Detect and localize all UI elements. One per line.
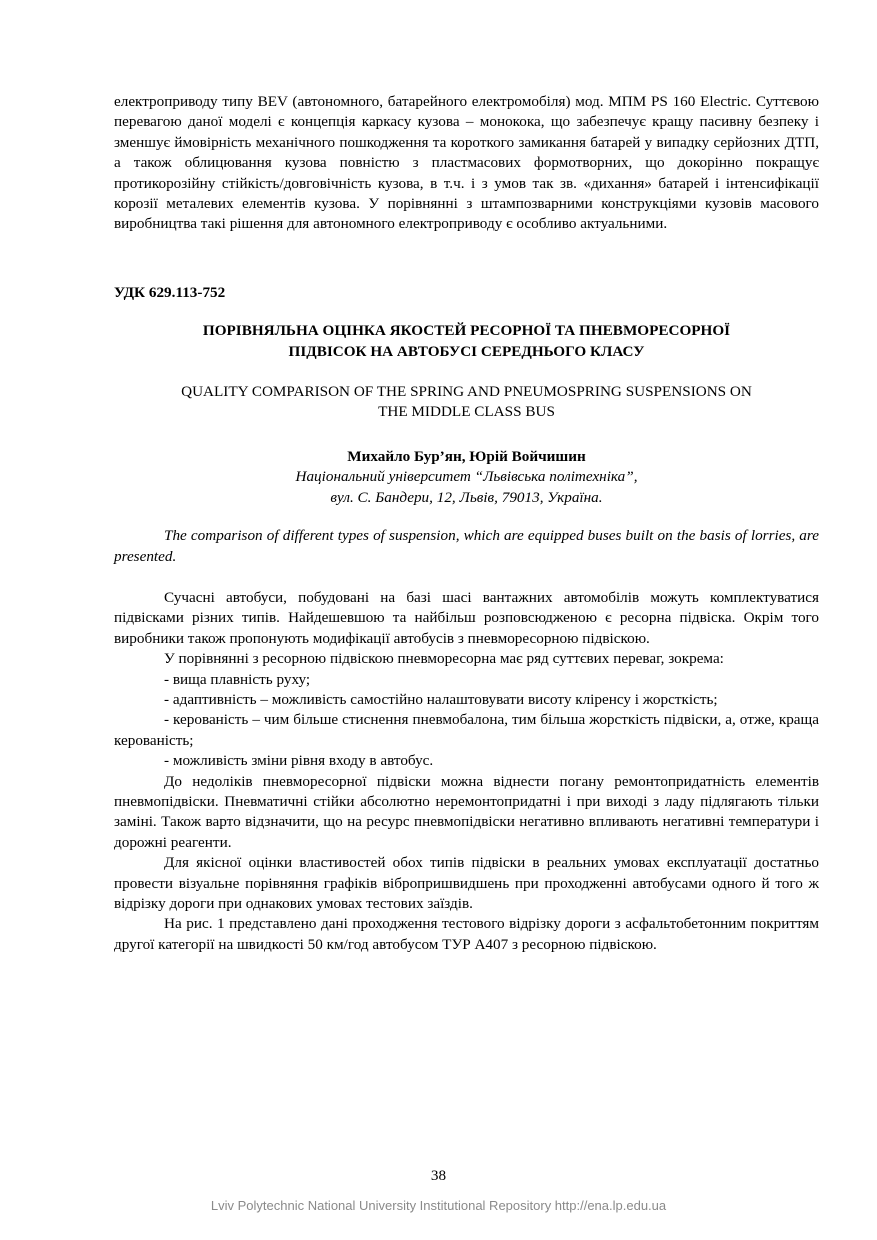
body-paragraph-4: Для якісної оцінки властивостей обох типів підвіски в реальних умовах експлуатації достатньо провести візуальне порівняння графіків вібропришвидшень при проходженні автобусами одного й того ж відрізку дороги при однакових умовах тестових заїздів. <box>114 854 819 912</box>
affiliation-line-2: вул. С. Бандери, 12, Львів, 79013, Україна. <box>330 488 603 506</box>
list-item: - можливість зміни рівня входу в автобус. <box>164 752 434 770</box>
title-ukrainian <box>114 321 819 362</box>
title-ukrainian-line-2: ПІДВІСОК НА АВТОБУСІ СЕРЕДНЬОГО КЛАСУ <box>288 342 645 360</box>
body-paragraph-2: У порівнянні з ресорною підвіскою пневморесорна має ряд суттєвих переваг, зокрема: <box>164 650 724 668</box>
udk-code: УДК 629.113-752 <box>114 283 226 301</box>
abstract: The comparison of different types of suspension, which are equipped buses built on the basis of lorries, are presented. <box>114 527 819 565</box>
repository-footer: Lviv Polytechnic National University Institutional Repository http://ena.lp.edu.ua <box>210 1198 667 1213</box>
intro-paragraph: електроприводу типу BEV (автономного, батарейного електромобіля) мод. МПМ PS 160 Electric. Суттєвою перевагою даної моделі є концепція каркасу кузова – монокока, що забезпечує кращу пасивну безпеку і зменшує ймовірність механічного пошкодження та короткого замикання батарей у випадку серйозних ДТП, а також облицювання кузова повністю з пластмасових формотворних, що докорінно покращує протикорозійну стійкість/довговічність кузова, в т.ч. і з умов так зв. «дихання» батарей і інтенсифікації корозії металевих елементів кузова. У порівнянні з штампозварними конструкціями кузовів масового виробництва такі рішення для автономного електроприводу є особливо актуальними. <box>114 93 819 233</box>
page-number: 38 <box>430 1167 447 1184</box>
title-english-line-2: THE MIDDLE CLASS BUS <box>378 403 555 421</box>
title-english <box>114 382 819 423</box>
list-item: - адаптивність – можливість самостійно налаштовувати висоту кліренсу і жорсткість; <box>164 690 718 708</box>
title-ukrainian-line-1: ПОРІВНЯЛЬНА ОЦІНКА ЯКОСТЕЙ РЕСОРНОЇ ТА ПНЕВМОРЕСОРНОЇ <box>202 322 731 340</box>
list-item: - вища плавність руху; <box>164 670 311 688</box>
body-paragraph-3: До недоліків пневморесорної підвіски можна віднести погану ремонтопридатність елементів пневмопідвіски. Пневматичні стійки абсолютно неремонтопридатні і при виході з ладу підлягають тільки заміні. Також варто відзначити, що на ресурс пневмопідвіски негативно впливають негативні температури і дорожні реагенти. <box>114 772 819 851</box>
advantages-list <box>114 670 819 772</box>
body-paragraph-5: На рис. 1 представлено дані проходження тестового відрізку дороги з асфальтобетонним покриттям другої категорії на швидкості 50 км/год автобусом ТУР А407 з ресорною підвіскою. <box>114 915 819 953</box>
affiliation-line-1: Національний університет “Львівська політехніка”, <box>295 468 638 486</box>
authors: Михайло Бур’ян, Юрій Войчишин <box>347 447 586 465</box>
list-item: - керованість – чим більше стиснення пневмобалона, тим більша жорсткість підвіски, а, отже, краща керованість; <box>114 711 819 749</box>
page-content <box>114 92 819 955</box>
title-english-line-1: QUALITY COMPARISON OF THE SPRING AND PNEUMOSPRING SUSPENSIONS ON <box>181 383 752 401</box>
body-paragraph-1: Сучасні автобуси, побудовані на базі шасі вантажних автомобілів можуть комплектуватися підвісками різних типів. Найдешевшою та найбільш розповсюдженою є ресорна підвіска. Окрім того виробники також пропонують модифікації автобусів з пневморесорною підвіскою. <box>114 588 819 647</box>
